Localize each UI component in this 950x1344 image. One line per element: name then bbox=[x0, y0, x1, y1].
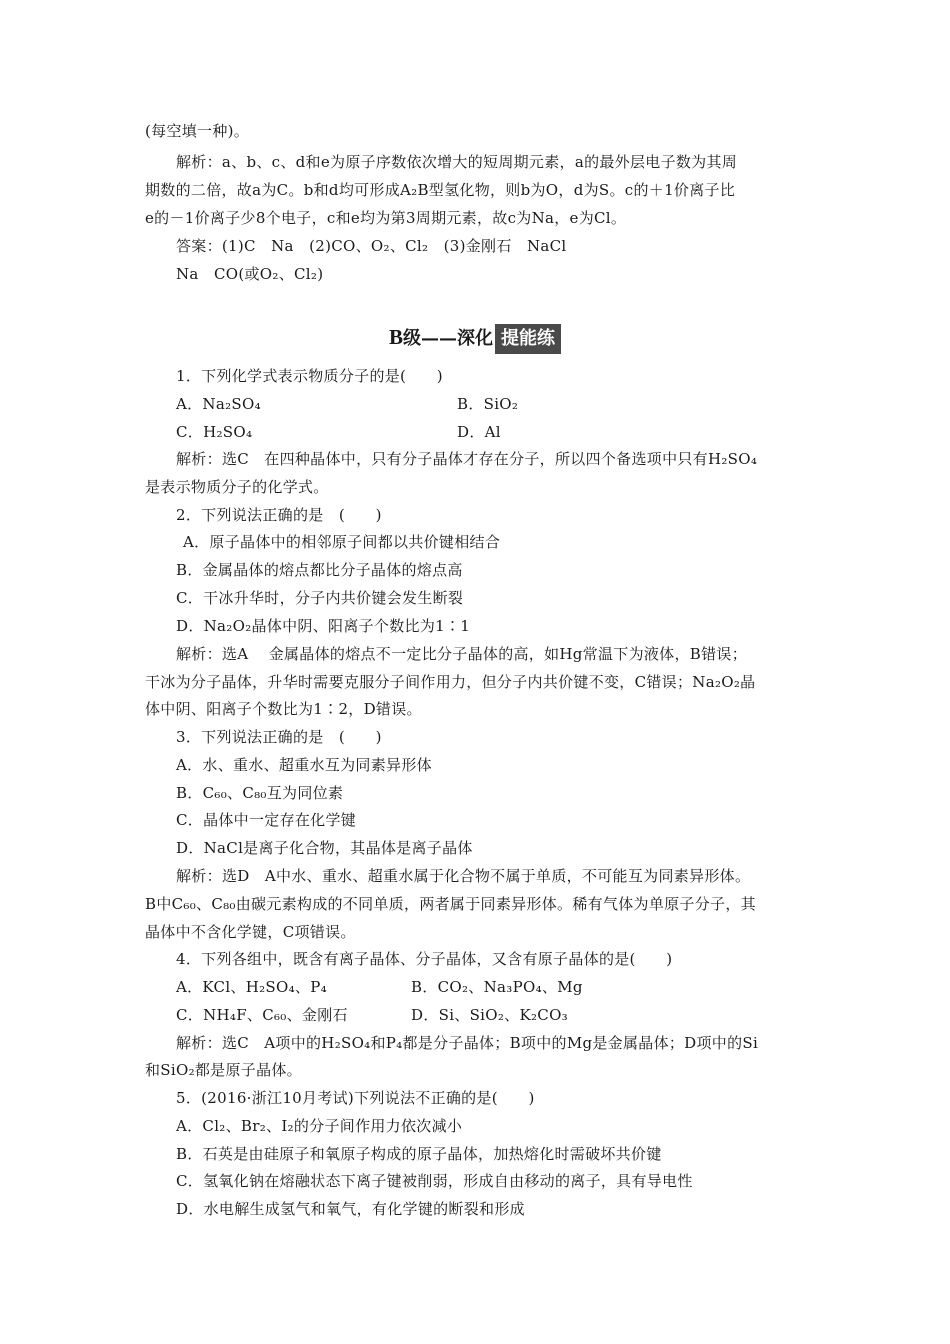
option: C．干冰升华时，分子内共价键会发生断裂 bbox=[176, 589, 464, 607]
analysis-line: 解析：选A 金属晶体的熔点不一定比分子晶体的高，如Hg常温下为液体，B错误； bbox=[176, 645, 748, 663]
option: A．水、重水、超重水互为同素异形体 bbox=[176, 756, 432, 774]
analysis-line: 是表示物质分子的化学式。 bbox=[145, 478, 329, 496]
answer-line: Na CO(或O₂、Cl₂) bbox=[176, 265, 324, 283]
analysis-line: 晶体中不含化学键，C项错误。 bbox=[145, 923, 356, 941]
analysis-line: 解析：a、b、c、d和e为原子序数依次增大的短周期元素，a的最外层电子数为其周 bbox=[176, 153, 738, 171]
option: C．氢氧化钠在熔融状态下离子键被削弱，形成自由移动的离子，具有导电性 bbox=[176, 1172, 693, 1190]
answer-line: 答案：(1)C Na (2)CO、O₂、Cl₂ (3)金刚石 NaCl bbox=[176, 237, 567, 255]
option: C．NH₄F、C₆₀、金刚石 bbox=[176, 1006, 348, 1024]
fill-note: (每空填一种)。 bbox=[145, 122, 250, 140]
option: B．C₆₀、C₈₀互为同位素 bbox=[176, 784, 344, 802]
analysis-line: 解析：选C 在四种晶体中，只有分子晶体才存在分子，所以四个备选项中只有H₂SO₄ bbox=[176, 450, 758, 468]
analysis-line: 干冰为分子晶体，升华时需要克服分子间作用力，但分子内共价键不变，C错误；Na₂O₂晶 bbox=[145, 673, 756, 691]
analysis-line: B中C₆₀、C₈₀由碳元素构成的不同单质，两者属于同素异形体。稀有气体为单原子分子，其 bbox=[145, 895, 756, 913]
option: B．石英是由硅原子和氧原子构成的原子晶体，加热熔化时需破坏共价键 bbox=[176, 1145, 662, 1163]
option: C．H₂SO₄ bbox=[176, 423, 253, 441]
analysis-line: 期数的二倍，故a为C。b和d均可形成A₂B型氢化物，则b为O，d为S。c的＋1价离子比 bbox=[145, 181, 736, 199]
section-highlight: 提能练 bbox=[495, 324, 561, 354]
analysis-line: 解析：选D A中水、重水、超重水属于化合物不属于单质，不可能互为同素异形体。 bbox=[176, 867, 751, 885]
option: B．金属晶体的熔点都比分子晶体的熔点高 bbox=[176, 561, 463, 579]
question-stem: 3．下列说法正确的是 ( ) bbox=[176, 728, 382, 746]
option: A．KCl、H₂SO₄、P₄ bbox=[176, 978, 327, 996]
section-title bbox=[0, 321, 950, 355]
analysis-line: 体中阴、阳离子个数比为1∶2，D错误。 bbox=[145, 700, 422, 718]
section-level: B bbox=[388, 325, 403, 349]
option: A．原子晶体中的相邻原子间都以共价键相结合 bbox=[183, 533, 501, 551]
option: D．Al bbox=[457, 423, 501, 441]
option: D．Na₂O₂晶体中阴、阳离子个数比为1∶1 bbox=[176, 617, 471, 635]
section-prefix: 级——深化 bbox=[403, 328, 493, 349]
option: A．Cl₂、Br₂、I₂的分子间作用力依次减小 bbox=[176, 1117, 463, 1135]
question-stem: 5．(2016·浙江10月考试)下列说法不正确的是( ) bbox=[176, 1089, 535, 1107]
analysis-line: e的－1价离子少8个电子，c和e均为第3周期元素，故c为Na，e为Cl。 bbox=[145, 209, 627, 227]
option: D．NaCl是离子化合物，其晶体是离子晶体 bbox=[176, 839, 473, 857]
question-stem: 2．下列说法正确的是 ( ) bbox=[176, 506, 382, 524]
option: D．水电解生成氢气和氧气，有化学键的断裂和形成 bbox=[176, 1200, 525, 1218]
question-stem: 4．下列各组中，既含有离子晶体、分子晶体，又含有原子晶体的是( ) bbox=[176, 950, 673, 968]
option: D．Si、SiO₂、K₂CO₃ bbox=[411, 1006, 568, 1024]
analysis-line: 和SiO₂都是原子晶体。 bbox=[145, 1061, 302, 1079]
option: A．Na₂SO₄ bbox=[176, 395, 261, 413]
option: B．SiO₂ bbox=[457, 395, 519, 413]
question-stem: 1．下列化学式表示物质分子的是( ) bbox=[176, 367, 443, 385]
option: B．CO₂、Na₃PO₄、Mg bbox=[411, 978, 583, 996]
analysis-line: 解析：选C A项中的H₂SO₄和P₄都是分子晶体；B项中的Mg是金属晶体；D项中的Si bbox=[176, 1034, 759, 1052]
option: C．晶体中一定存在化学键 bbox=[176, 811, 357, 829]
